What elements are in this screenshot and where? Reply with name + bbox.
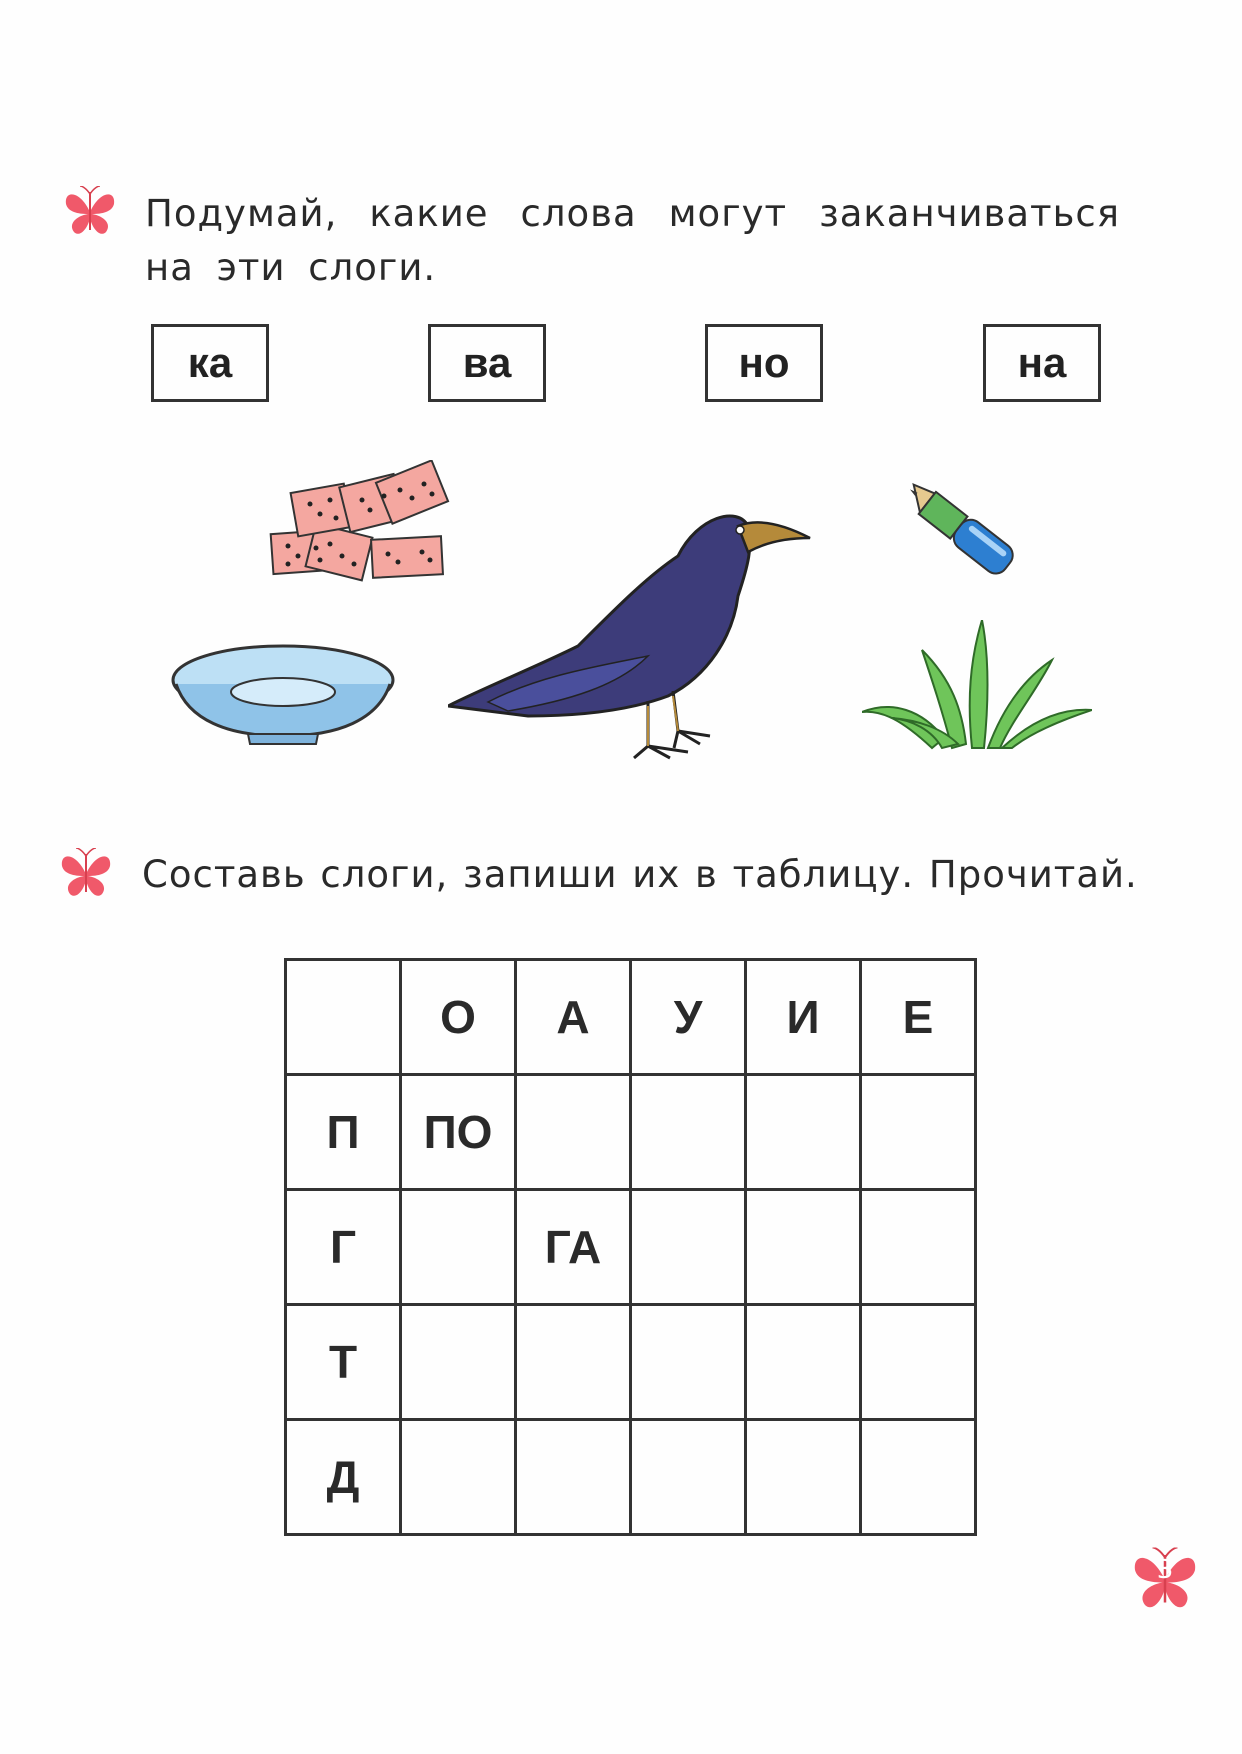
syllable-cell[interactable] bbox=[401, 1420, 516, 1535]
crow-icon bbox=[448, 496, 828, 776]
pen-icon bbox=[892, 470, 1032, 590]
table-row bbox=[286, 1190, 976, 1305]
syllable-cell[interactable] bbox=[516, 1305, 631, 1420]
page-number-badge bbox=[1130, 1543, 1200, 1617]
syllable-box: на bbox=[983, 324, 1101, 402]
vowel-header-cell: И bbox=[746, 960, 861, 1075]
consonant-cell: П bbox=[286, 1075, 401, 1190]
syllable-cell[interactable]: ГА bbox=[516, 1190, 631, 1305]
syllable-box: ва bbox=[428, 324, 546, 402]
syllable-cell[interactable] bbox=[401, 1305, 516, 1420]
table-row bbox=[286, 1420, 976, 1535]
syllable-cell[interactable] bbox=[401, 1190, 516, 1305]
consonant-cell: Д bbox=[286, 1420, 401, 1535]
syllable-cell[interactable] bbox=[746, 1305, 861, 1420]
syllable-cell[interactable] bbox=[746, 1420, 861, 1535]
syllable-cell[interactable] bbox=[861, 1420, 976, 1535]
syllable-cell[interactable] bbox=[746, 1075, 861, 1190]
syllable-cell[interactable] bbox=[861, 1190, 976, 1305]
vowel-header-cell: А bbox=[516, 960, 631, 1075]
consonant-cell: Г bbox=[286, 1190, 401, 1305]
table-row bbox=[286, 1305, 976, 1420]
table-corner-cell bbox=[286, 960, 401, 1075]
syllable-cell[interactable] bbox=[861, 1075, 976, 1190]
vowel-header-cell: Е bbox=[861, 960, 976, 1075]
task1-instruction-line2: на эти слоги. bbox=[145, 246, 437, 289]
consonant-cell: Т bbox=[286, 1305, 401, 1420]
butterfly-icon bbox=[62, 186, 118, 238]
syllable-cell[interactable] bbox=[746, 1190, 861, 1305]
syllable-cell[interactable] bbox=[631, 1075, 746, 1190]
syllable-cell[interactable] bbox=[861, 1305, 976, 1420]
butterfly-icon bbox=[58, 848, 114, 900]
syllable-cell[interactable] bbox=[631, 1305, 746, 1420]
saucer-icon bbox=[168, 640, 398, 750]
vowel-header-cell: У bbox=[631, 960, 746, 1075]
syllable-cell[interactable]: ПО bbox=[401, 1075, 516, 1190]
grass-icon bbox=[862, 620, 1092, 750]
syllable-cell[interactable] bbox=[516, 1075, 631, 1190]
syllable-box: но bbox=[705, 324, 823, 402]
dominoes-icon bbox=[262, 460, 472, 590]
syllable-box: ка bbox=[151, 324, 269, 402]
table-row bbox=[286, 1075, 976, 1190]
syllable-cell[interactable] bbox=[631, 1190, 746, 1305]
table-header-row bbox=[286, 960, 976, 1075]
syllable-table bbox=[284, 958, 977, 1536]
task1-instruction-line1: Подумай, какие слова могут заканчиваться bbox=[145, 192, 1120, 235]
vowel-header-cell: О bbox=[401, 960, 516, 1075]
page-number: 3 bbox=[1156, 1555, 1174, 1585]
syllable-cell[interactable] bbox=[631, 1420, 746, 1535]
task2-instruction: Составь слоги, запиши их в таблицу. Прочитай. bbox=[142, 853, 1138, 896]
syllable-cell[interactable] bbox=[516, 1420, 631, 1535]
